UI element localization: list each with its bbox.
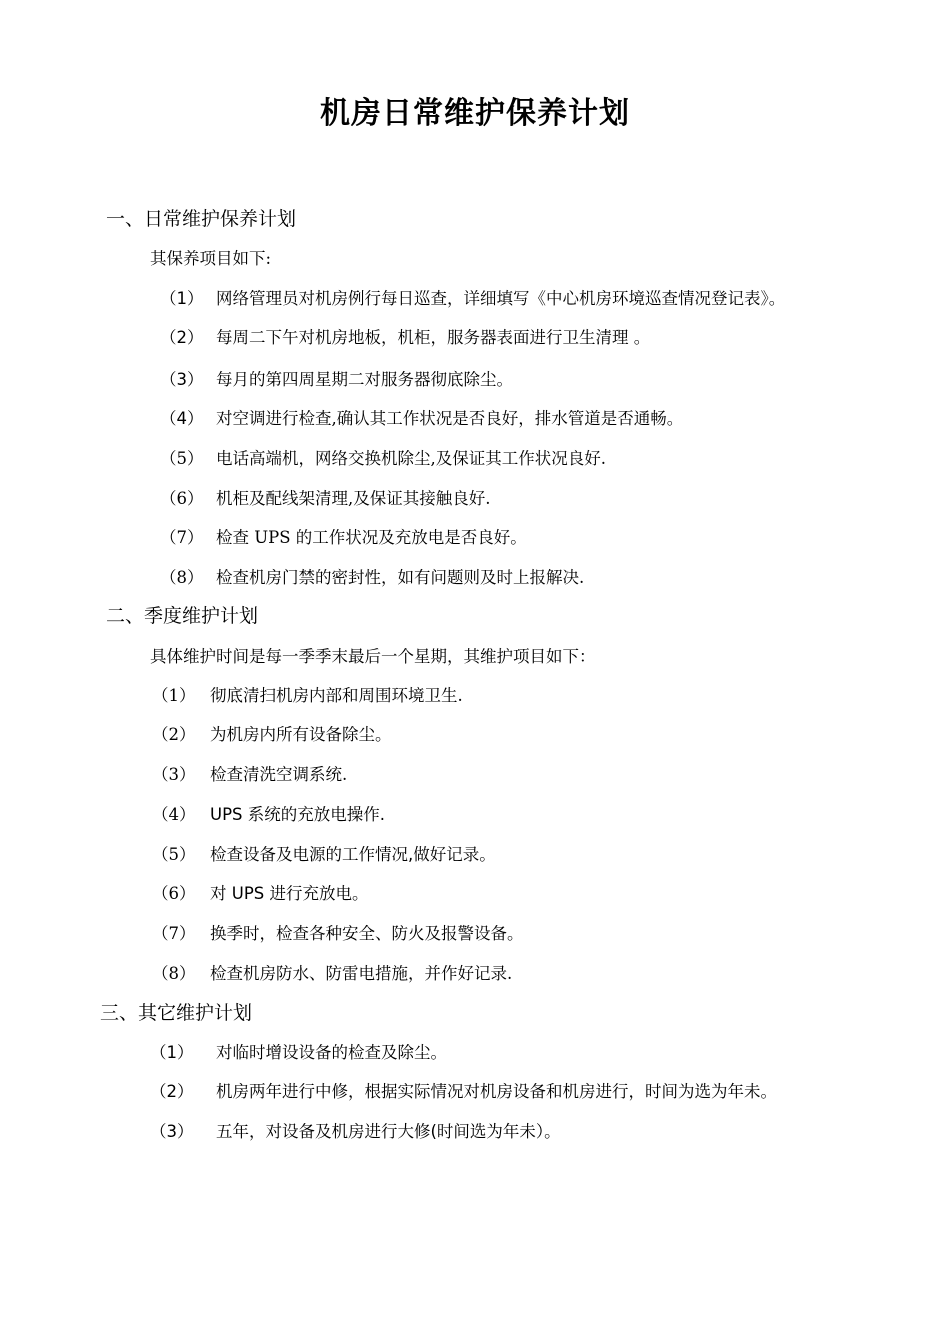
- item-number: （1）: [152, 686, 196, 705]
- item-number: （7）: [160, 528, 204, 547]
- section-3-item-3: [150, 1118, 561, 1142]
- item-number: （5）: [160, 449, 204, 468]
- section-2-heading: 二、季度维护计划: [106, 605, 259, 627]
- section-1-item-4: [160, 405, 683, 429]
- section-2-item-2: [152, 721, 392, 745]
- item-text: 机房两年进行中修，根据实际情况对机房设备和机房进行，时间为选为年未。: [216, 1082, 777, 1101]
- item-text: 检查设备及电源的工作情况,做好记录。: [210, 845, 496, 864]
- item-number: （6）: [152, 884, 196, 903]
- section-2-item-3: [152, 761, 347, 785]
- item-text: 每周二下午对机房地板，机柜，服务器表面进行卫生清理 。: [216, 328, 651, 347]
- section-1-item-8: [160, 564, 584, 588]
- item-text: 检查 UPS 的工作状况及充放电是否良好。: [216, 528, 527, 547]
- section-3-item-1: [150, 1039, 447, 1063]
- item-number: （5）: [152, 845, 196, 864]
- section-1-item-5: [160, 445, 606, 469]
- item-number: （2）: [152, 725, 196, 744]
- section-2-intro: 具体维护时间是每一季季末最后一个星期，其维护项目如下：: [150, 647, 596, 666]
- item-number: （2）: [160, 328, 204, 347]
- section-1-item-7: [160, 524, 527, 548]
- item-text: 检查机房门禁的密封性，如有问题则及时上报解决.: [216, 568, 585, 587]
- section-1-heading: 一、日常维护保养计划: [106, 208, 297, 230]
- item-number: （4）: [160, 409, 204, 428]
- section-1-item-1: [160, 285, 785, 309]
- item-number: （3）: [160, 370, 204, 389]
- item-text: 换季时，检查各种安全、防火及报警设备。: [210, 924, 524, 943]
- item-text: 电话高端机，网络交换机除尘,及保证其工作状况良好.: [216, 449, 606, 468]
- item-number: （4）: [152, 805, 196, 824]
- section-2-item-8: [152, 960, 512, 984]
- item-text: 对 UPS 进行充放电。: [210, 884, 369, 903]
- document-title: 机房日常维护保养计划: [320, 96, 630, 131]
- section-3-item-2: [150, 1078, 777, 1102]
- item-text: 检查机房防水、防雷电措施，并作好记录.: [210, 964, 513, 983]
- item-number: （1）: [150, 1043, 194, 1062]
- item-text: 网络管理员对机房例行每日巡查，详细填写《中心机房环境巡查情况登记表》。: [216, 289, 786, 308]
- item-number: （1）: [160, 289, 204, 308]
- item-number: （6）: [160, 489, 204, 508]
- item-text: 对临时增设设备的检查及除尘。: [216, 1043, 447, 1062]
- item-text: 五年，对设备及机房进行大修(时间选为年未）。: [216, 1122, 561, 1141]
- section-1-item-2: [160, 324, 650, 348]
- section-2-item-4: [152, 801, 385, 825]
- item-text: 机柜及配线架清理,及保证其接触良好.: [216, 489, 491, 508]
- section-3-heading: 三、其它维护计划: [100, 1002, 253, 1024]
- item-number: （8）: [160, 568, 204, 587]
- item-number: （8）: [152, 964, 196, 983]
- item-text: 对空调进行检查,确认其工作状况是否良好，排水管道是否通畅。: [216, 409, 684, 428]
- item-text: 每月的第四周星期二对服务器彻底除尘。: [216, 370, 513, 389]
- section-1-item-3: [160, 366, 513, 390]
- section-2-item-6: [152, 880, 369, 904]
- item-text: UPS 系统的充放电操作.: [210, 805, 385, 824]
- section-2-item-5: [152, 841, 496, 865]
- item-number: （3）: [150, 1122, 194, 1141]
- item-text: 为机房内所有设备除尘。: [210, 725, 392, 744]
- section-1-intro: 其保养项目如下:: [150, 249, 272, 268]
- item-number: （7）: [152, 924, 196, 943]
- section-2-item-7: [152, 920, 524, 944]
- item-number: （2）: [150, 1082, 194, 1101]
- item-text: 检查清洗空调系统.: [210, 765, 348, 784]
- item-text: 彻底清扫机房内部和周围环境卫生.: [210, 686, 463, 705]
- item-number: （3）: [152, 765, 196, 784]
- section-1-item-6: [160, 485, 491, 509]
- section-2-item-1: [152, 682, 463, 706]
